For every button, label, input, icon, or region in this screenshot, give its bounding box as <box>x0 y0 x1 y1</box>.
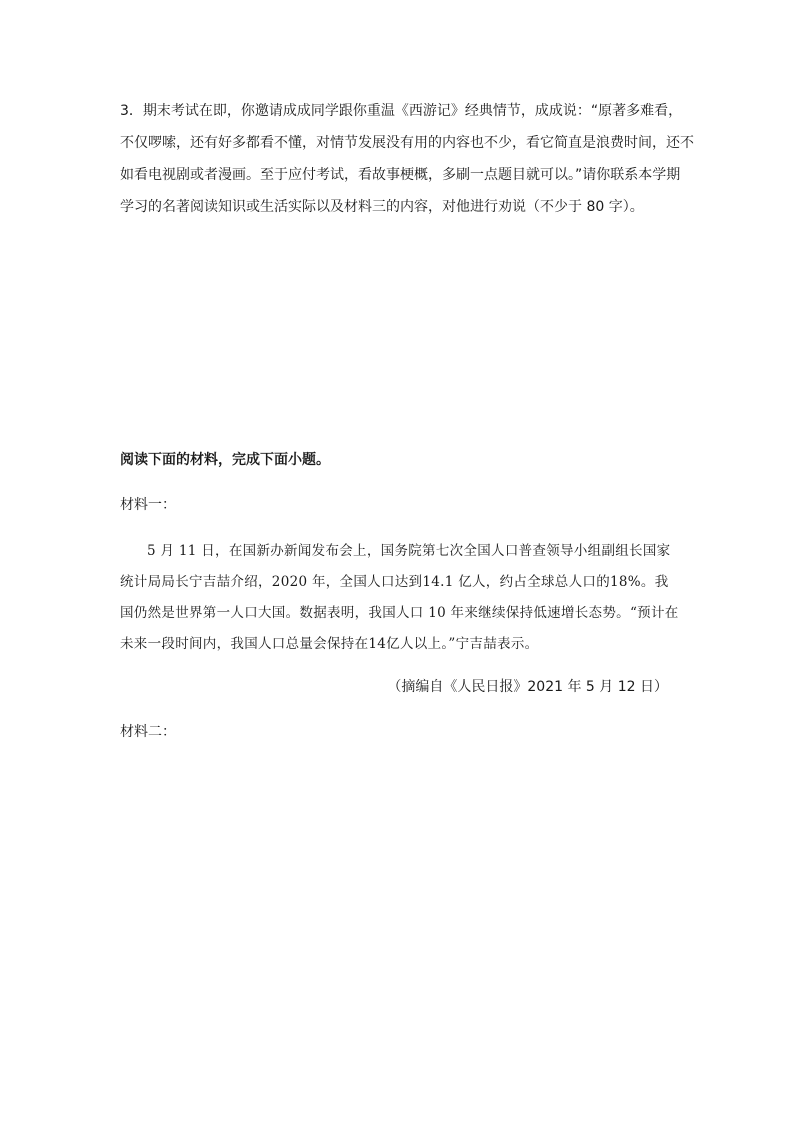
material-1-body: 5 月 11 日，在国新办新闻发布会上，国务院第七次全国人口普查领导小组副组长国家统计局局长宁吉喆介绍，2020 年，全国人口达到14.1 亿人，约占全球总人口的18%。我国仍然是世界第一人口大国。数据表明，我国人口 10 年来继续保持低速增长态势。“预计在未来一段时间内，我国人口总量会保持在14亿人以上。”宁吉喆表示。 <box>120 543 679 652</box>
material-1-source: （摘编自《人民日报》2021 年 5 月 12 日） <box>387 679 668 695</box>
material-1-label: 材料一： <box>120 497 176 513</box>
material-2-label: 材料二： <box>120 724 176 740</box>
question-3-text: 3．期末考试在即，你邀请成成同学跟你重温《西游记》经典情节，成成说：“原著多难看，不仅啰嗦，还有好多都看不懂，对情节发展没有用的内容也不少，看它简直是浪费时间，还不如看电视剧或者漫画。至于应付考试，看故事梗概，多刷一点题目就可以。”请你联系本学期学习的名著阅读知识或生活实际以及材料三的内容，对他进行劝说（不少于 80 字）。 <box>120 103 694 215</box>
reading-section-title: 阅读下面的材料，完成下面小题。 <box>120 452 330 468</box>
